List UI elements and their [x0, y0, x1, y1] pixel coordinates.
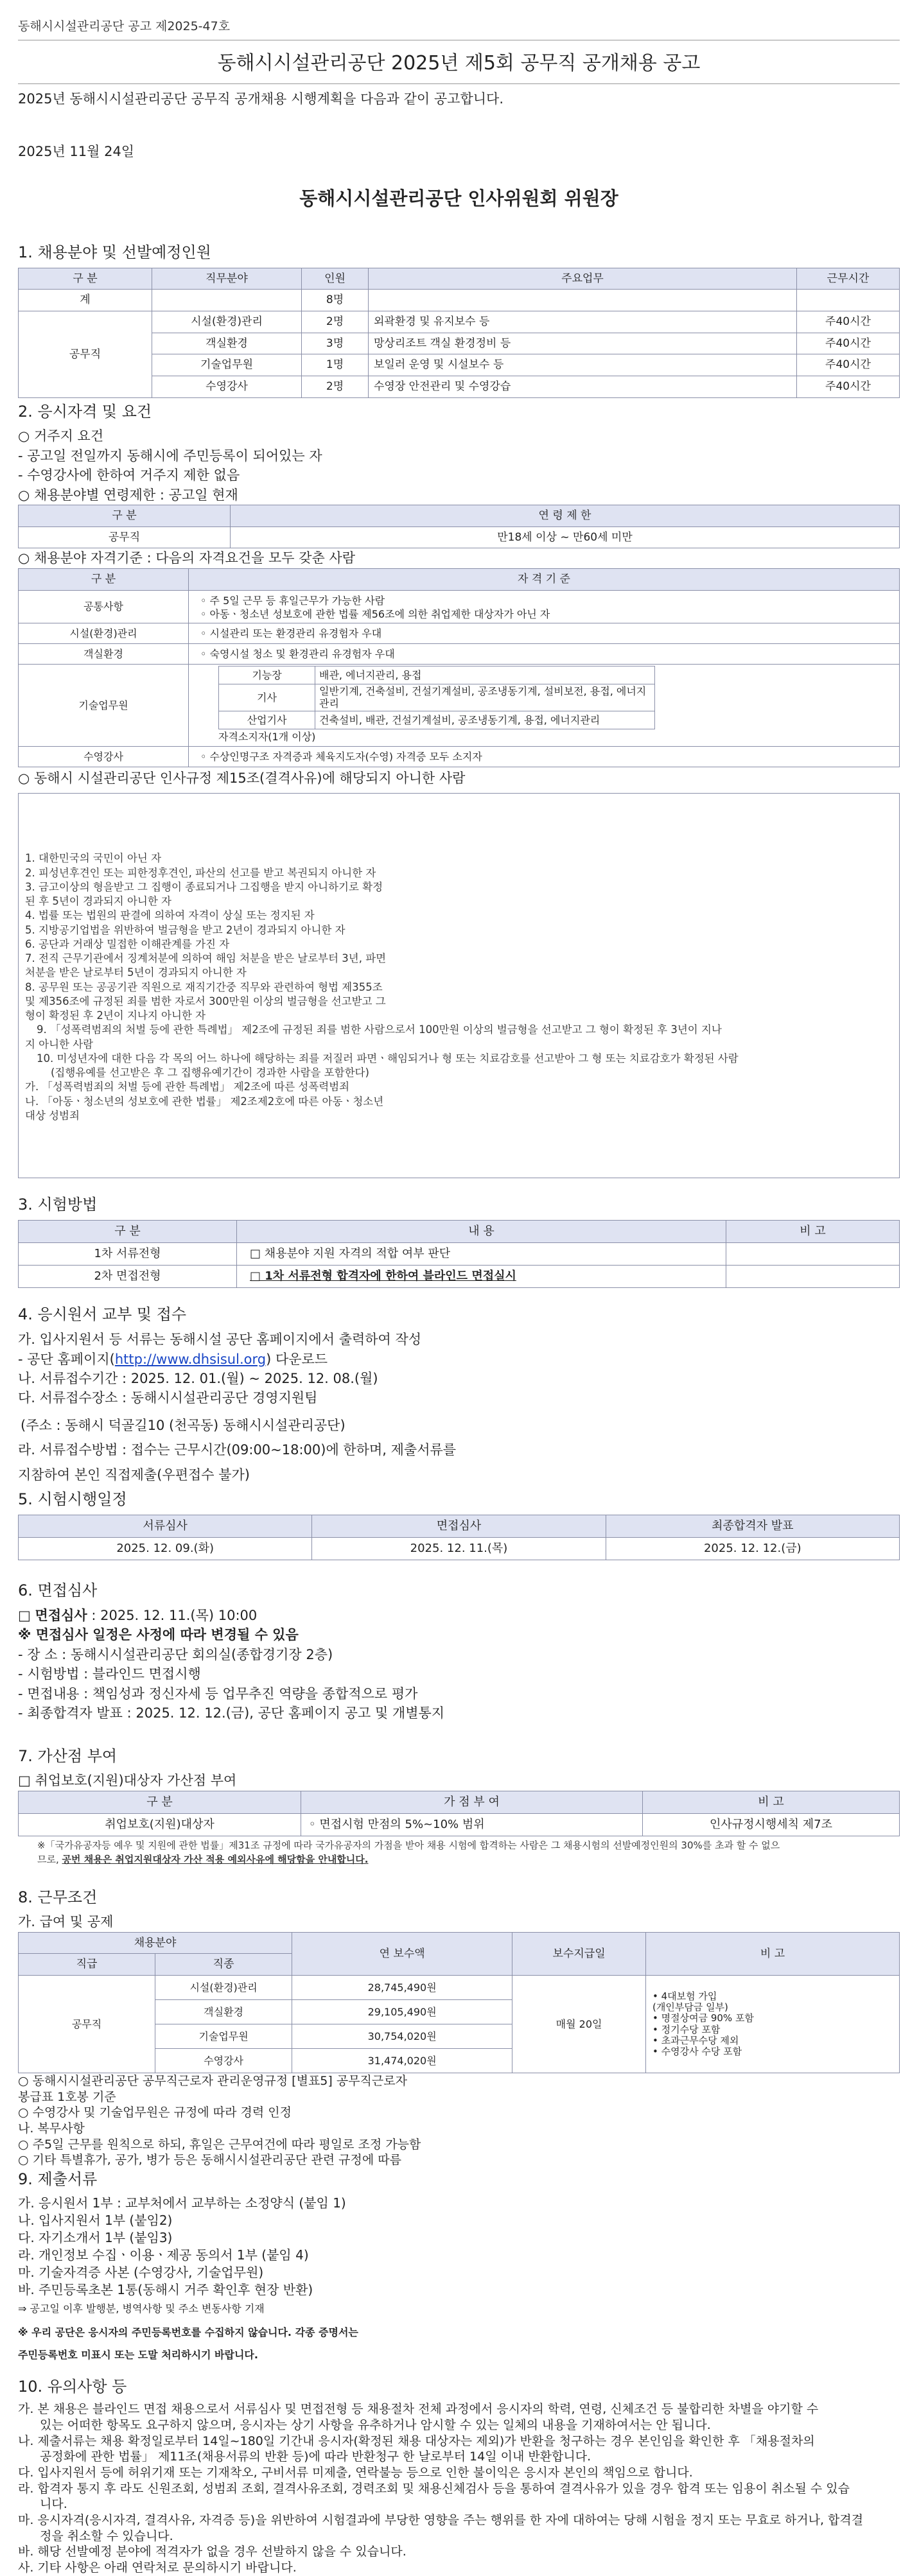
table-cell: 수영강사 [19, 746, 189, 767]
table-row [19, 665, 900, 746]
qualification-table [18, 568, 900, 767]
bonus-note-emphasis: 공번 채용은 취업지원대상자 가산 적용 예외사유에 해당함을 안내합니다. [62, 1853, 369, 1865]
salary-subtitle: 가. 급여 및 공제 [18, 1914, 114, 1930]
table-cell [797, 290, 900, 311]
list-item: • 수영강사 수당 포함 [652, 2046, 742, 2058]
table-cell: 2025. 12. 09.(화) [19, 1538, 312, 1560]
list-item: 1. 대한민국의 국민이 아닌 자 [25, 852, 162, 865]
table-header: 가 점 부 여 [301, 1791, 643, 1813]
table-cell: ◦ 면접시험 만점의 5%~10% 범위 [301, 1813, 643, 1836]
application-line: 지참하여 본인 직접제출(우편접수 불가) [18, 1466, 250, 1483]
application-line: 가. 입사지원서 등 서류는 동해시설 공단 홈페이지에서 출력하여 작성 [18, 1332, 422, 1348]
table-cell: 배관, 에너지관리, 용접 [315, 666, 655, 684]
table-header: 직무분야 [152, 268, 302, 290]
table-cell: 기술업무원 [152, 354, 302, 376]
table-cell [152, 290, 302, 311]
table-header: 비 고 [646, 1932, 900, 1975]
interview-line: - 장 소 : 동해시시설관리공단 회의실(종합경기장 2층) [18, 1646, 333, 1662]
table-cell: 외곽환경 및 유지보수 등 [369, 311, 797, 333]
table-row [219, 666, 655, 684]
list-item: 라. 개인정보 수집ㆍ이용ㆍ제공 동의서 1부 (붙임 4) [18, 2247, 309, 2263]
table-cell: 2명 [302, 311, 369, 333]
list-item: 공정화에 관한 법률」 제11조(채용서류의 반환 등)에 따라 반환청구 한 날로부터 14일 이내 반환합니다. [40, 2450, 591, 2464]
list-item: 가. 응시원서 1부 : 교부처에서 교부하는 소정양식 (붙임 1) [18, 2195, 346, 2211]
list-item: 정을 취소할 수 있습니다. [40, 2528, 173, 2543]
table-cell: 주40시간 [797, 376, 900, 397]
table-row [19, 644, 900, 665]
section-8-title: 8. 근무조건 [18, 1888, 98, 1906]
table-cell: 망상리조트 객실 환경정비 등 [369, 333, 797, 354]
privacy-warning: ※ 우리 공단은 응시자의 주민등록번호를 수집하지 않습니다. 각종 증명서는 [18, 2326, 358, 2339]
table-cell: 2차 면접전형 [19, 1266, 237, 1288]
table-header: 비 고 [726, 1221, 900, 1243]
table-cell: 28,745,490원 [292, 1976, 512, 2000]
table-cell [189, 665, 900, 746]
residence-title: ○ 거주지 요건 [18, 426, 900, 446]
table-cell: 취업보호(지원)대상자 [19, 1813, 301, 1836]
table-row [219, 684, 655, 711]
table-cell: 인사규정시행세칙 제7조 [643, 1813, 900, 1836]
table-cell: 공통사항 [19, 590, 189, 623]
table-header: 연 령 제 한 [231, 505, 900, 527]
disqualification-title: ○ 동해시 시설관리공단 인사규정 제15조(결격사유)에 해당되지 아니한 사람 [18, 769, 900, 788]
table-cell [189, 590, 900, 623]
table-cell: 일반기계, 건축설비, 건설기계설비, 공조냉동기계, 설비보전, 용접, 에너지관리 [315, 684, 655, 711]
table-header: 비 고 [643, 1791, 900, 1813]
list-item: 6. 공단과 거래상 밀접한 이해관계를 가진 자 [25, 937, 230, 950]
age-title: ○ 채용분야별 연령제한 : 공고일 현재 [18, 485, 900, 505]
documents-list [18, 2195, 900, 2299]
list-item: 및 제356조에 규정된 죄를 범한 자로서 300만원 이상의 벌금형을 선고받고 그 [25, 995, 386, 1007]
list-item: 마. 응시자격(응시자격, 결격사유, 자격증 등)을 위반하여 시험결과에 부당한 영향을 주는 행위를 한 자에 대하여는 당해 시험을 정지 또는 무효로 하거나, 합격결 [18, 2513, 864, 2528]
table-row [19, 311, 900, 333]
table-cell: 8명 [302, 290, 369, 311]
list-item: 2. 피성년후견인 또는 피한정후견인, 파산의 선고를 받고 복권되지 아니한 자 [25, 866, 376, 879]
application-line: 라. 서류접수방법 : 접수는 근무시간(09:00~18:00)에 한하며, 제출서류를 [18, 1442, 457, 1458]
schedule-table [18, 1515, 900, 1560]
table-row [19, 527, 900, 548]
table-row [19, 746, 900, 767]
table-cell: 계 [19, 290, 152, 311]
table-row [19, 1243, 900, 1266]
section-9-title: 9. 제출서류 [18, 2170, 98, 2189]
table-cell: 수영강사 [152, 376, 302, 397]
privacy-warning: 주민등록번호 미표시 또는 도말 처리하시기 바랍니다. [18, 2349, 258, 2362]
interview-time: : 2025. 12. 11.(목) 10:00 [87, 1607, 258, 1623]
table-cell: 기사 [219, 684, 315, 711]
table-cell: 시설(환경)관리 [152, 311, 302, 333]
table-cell: 기능장 [219, 666, 315, 684]
condition-line: 나. 복무사항 [18, 2121, 85, 2136]
table-row [19, 1976, 900, 2000]
table-cell: 주40시간 [797, 311, 900, 333]
table-header: 채용분야 [19, 1932, 292, 1954]
table-header: 주요업무 [369, 268, 797, 290]
list-item: 바. 주민등록초본 1통(동해시 거주 확인후 현장 반환) [18, 2281, 313, 2297]
table-cell: 2명 [302, 376, 369, 397]
table-row [19, 1266, 900, 1288]
condition-line: ○ 동해시시설관리공단 공무직근로자 관리운영규정 [별표5] 공무직근로자 [18, 2073, 900, 2089]
age-table [18, 505, 900, 548]
application-text: - 공단 홈페이지( [18, 1351, 115, 1367]
list-item: 다. 입사지원서 등에 허위기재 또는 기재착오, 구비서류 미제출, 연락불능 등으로 인한 불이익은 응시자 본인의 책임으로 합니다. [18, 2466, 693, 2480]
table-cell: 시설(환경)관리 [19, 623, 189, 643]
salary-table [18, 1932, 900, 2073]
homepage-link[interactable]: http://www.dhsisul.org [114, 1351, 267, 1367]
list-item: (집행유예를 선고받은 후 그 집행유예기간이 경과한 사람을 포함한다) [51, 1066, 369, 1079]
list-item: 4. 법률 또는 법원의 판결에 의하여 자격이 상실 또는 정지된 자 [25, 909, 315, 922]
list-item: (개인부담금 일부) [652, 2001, 728, 2014]
table-cell: 2025. 12. 12.(금) [606, 1538, 899, 1560]
section-2-title: 2. 응시자격 및 요건 [18, 402, 152, 421]
table-header: 구 분 [19, 1791, 301, 1813]
bonus-table [18, 1791, 900, 1836]
table-header: 근무시간 [797, 268, 900, 290]
list-item: 나. 「아동ㆍ청소년의 성보호에 관한 법률」 제2조제2호에 따른 아동ㆍ청소년 [25, 1095, 384, 1108]
list-item: 3. 금고이상의 형을받고 그 집행이 종료되거나 그집행을 받지 아니하기로 확정 [25, 880, 383, 893]
table-cell: 3명 [302, 333, 369, 354]
list-item: 8. 공무원 또는 공공기관 직원으로 재직기간중 직무와 관련하여 형법 제355조 [25, 980, 383, 993]
table-cell: 객실환경 [155, 2000, 292, 2024]
table-cell: 건축설비, 배관, 건설기계설비, 공조냉동기계, 용접, 에너지관리 [315, 711, 655, 729]
table-header: 연 보수액 [292, 1932, 512, 1975]
list-item: 가. 본 채용은 블라인드 면접 채용으로서 서류심사 및 면접전형 등 채용절차 전체 과정에서 응시자의 학력, 연령, 신체조건 등 불합리한 차별을 야기할 수 [18, 2402, 819, 2417]
table-cell: 공무직 [19, 311, 152, 398]
table-header: 서류심사 [19, 1515, 312, 1537]
table-header: 구 분 [19, 568, 189, 590]
list-item: 마. 기술자격증 사본 (수영강사, 기술업무원) [18, 2264, 264, 2280]
table-header: 인원 [302, 268, 369, 290]
bonus-note: ※「국가유공자등 예우 및 지원에 관한 법률」제31조 규정에 따라 국가유공자의 가점을 받아 채용 시험에 합격하는 사람은 그 채용시험의 선발예정인원의 30%를 초과 할 수 없으 [37, 1840, 780, 1851]
table-header: 구 분 [19, 268, 152, 290]
table-cell: 기술업무원 [19, 665, 189, 746]
condition-line: ○ 기타 특별휴가, 공가, 병가 등은 동해시시설관리공단 관련 규정에 따름 [18, 2152, 900, 2168]
table-row [219, 711, 655, 729]
list-item: 나. 제출서류는 채용 확정일로부터 14일~180일 기간내 응시자(확정된 채용 대상자는 제외)가 반환을 청구하는 경우 본인임을 확인한 후 「채용절차의 [18, 2433, 815, 2448]
table-header: 구 분 [19, 505, 231, 527]
table-cell: 매월 20일 [512, 1976, 646, 2073]
table-header: 직급 [19, 1954, 155, 1976]
list-item: 나. 입사지원서 1부 (붙임2) [18, 2212, 173, 2228]
list-item: • 명절상여금 90% 포함 [652, 2012, 754, 2024]
condition-line: ○ 주5일 근무를 원칙으로 하되, 휴일은 근무여건에 따라 평일로 조정 가능함 [18, 2137, 900, 2153]
application-line: 다. 서류접수장소 : 동해시시설관리공단 경영지원팀 [18, 1390, 318, 1406]
qualification-title: ○ 채용분야 자격기준 : 다음의 자격요건을 모두 갖춘 사람 [18, 548, 900, 568]
table-cell: 공무직 [19, 1976, 155, 2073]
tech-note: 자격소지자(1개 이상) [218, 731, 316, 744]
document-number: 동해시시설관리공단 공고 제2025-47호 [18, 18, 900, 40]
table-cell [369, 290, 797, 311]
table-cell [726, 1266, 900, 1288]
qualification-line: ◦ 주 5일 근무 등 휴일근무가 가능한 사람 [200, 594, 385, 607]
application-line: (주소 : 동해시 덕골길10 (천곡동) 동해시시설관리공단) [21, 1417, 346, 1433]
list-item: • 초과근무수당 제외 [652, 2034, 739, 2046]
table-header: 직종 [155, 1954, 292, 1976]
table-row [19, 1538, 900, 1560]
table-row [19, 590, 900, 623]
section-1-title: 1. 채용분야 및 선발예정인원 [18, 243, 211, 261]
table-cell: □ 1차 서류전형 합격자에 한하여 블라인드 면접실시 [237, 1266, 726, 1288]
table-cell: 30,754,020원 [292, 2024, 512, 2049]
table-cell: 수영장 안전관리 및 수영강습 [369, 376, 797, 397]
list-item: 형이 확정된 후 2년이 지나지 아니한 자 [25, 1009, 206, 1022]
table-cell: 만18세 이상 ~ 만60세 미만 [231, 527, 900, 548]
qualification-line: ◦ 아동ㆍ청소년 성보호에 관한 법률 제56조에 의한 취업제한 대상자가 아닌 자 [200, 607, 550, 620]
table-cell: 산업기사 [219, 711, 315, 729]
intro-text: 2025년 동해시시설관리공단 공무직 공개채용 시행계획을 다음과 같이 공고합니다. [18, 91, 503, 107]
table-header: 내 용 [237, 1221, 726, 1243]
table-cell: 2025. 12. 11.(목) [312, 1538, 606, 1560]
table-cell: 주40시간 [797, 354, 900, 376]
table-row [19, 623, 900, 643]
list-item: 바. 해당 선발예정 분야에 적격자가 없을 경우 선발하지 않을 수 있습니다. [18, 2545, 407, 2559]
table-cell: 1차 서류전형 [19, 1243, 237, 1266]
list-item: 다. 자기소개서 1부 (붙임3) [18, 2229, 173, 2245]
interview-line [18, 1606, 900, 1625]
list-item: 가. 「성폭력범죄의 처벌 등에 관한 특례법」 제2조에 따른 성폭력범죄 [25, 1081, 350, 1093]
table-cell: 31,474,020원 [292, 2049, 512, 2073]
disqualification-box [18, 793, 900, 1178]
residence-line: - 수영강사에 한하여 거주지 제한 없음 [18, 467, 240, 483]
condition-line: 봉급표 1호봉 기준 [18, 2089, 116, 2104]
section-5-title: 5. 시험시행일정 [18, 1490, 127, 1509]
list-item: • 4대보험 가입 [652, 1990, 717, 2002]
bonus-subtitle: □ 취업보호(지원)대상자 가산점 부여 [18, 1771, 900, 1790]
list-item: 지 아니한 사람 [25, 1038, 94, 1050]
application-line: 나. 서류접수기간 : 2025. 12. 01.(월) ~ 2025. 12. 08.(월) [18, 1370, 378, 1386]
list-item: 대상 성범죄 [25, 1110, 80, 1122]
table-cell: 보일러 운영 및 시설보수 등 [369, 354, 797, 376]
condition-line: ○ 수영강사 및 기술업무원은 규정에 따라 경력 인정 [18, 2105, 900, 2121]
section-6-title: 6. 면접심사 [18, 1581, 98, 1600]
interview-label: 면접심사 [35, 1607, 87, 1623]
tech-license-table [218, 666, 655, 729]
table-cell [726, 1243, 900, 1266]
application-line [18, 1350, 900, 1369]
table-cell: 공무직 [19, 527, 231, 548]
list-item: 된 후 5년이 경과되지 아니한 자 [25, 895, 171, 908]
list-item: 처분을 받은 날로부터 5년이 경과되지 아니한 자 [25, 966, 247, 979]
list-item: 5. 지방공기업법을 위반하여 벌금형을 받고 2년이 경과되지 아니한 자 [25, 923, 346, 936]
list-item: 있는 어떠한 항목도 요구하지 않으며, 응시자는 상기 사항을 유추하거나 암시할 수 있는 일체의 내용을 기재하여서는 안 됩니다. [40, 2417, 711, 2432]
table-cell: 1명 [302, 354, 369, 376]
list-item: 9. 「성폭력범죄의 처벌 등에 관한 특례법」 제2조에 규정된 죄를 범한 사람으로서 100만원 이상의 벌금형을 선고받고 그 형이 확정된 후 3년이 지나 [37, 1023, 722, 1036]
table-cell: □ 채용분야 지원 자격의 적합 여부 판단 [237, 1243, 726, 1266]
table-header: 최종합격자 발표 [606, 1515, 899, 1537]
table-header: 자 격 기 준 [189, 568, 900, 590]
residence-line: - 공고일 전일까지 동해시에 주민등록이 되어있는 자 [18, 448, 322, 464]
exam-method-table [18, 1220, 900, 1288]
table-row [19, 290, 900, 311]
documents-note: ⇒ 공고일 이후 발행분, 병역사항 및 주소 변동사항 기재 [18, 2302, 265, 2315]
table-cell: 객실환경 [19, 644, 189, 665]
recruitment-table [18, 268, 900, 398]
section-4-title: 4. 응시원서 교부 및 접수 [18, 1305, 187, 1324]
salary-notes [646, 1976, 900, 2073]
table-cell: ◦ 숙영시설 청소 및 환경관리 유경험자 우대 [189, 644, 900, 665]
page-title: 동해시시설관리공단 2025년 제5회 공무직 공개채용 공고 [217, 51, 701, 74]
bonus-note-text: 므로, [37, 1853, 62, 1865]
list-item: 7. 전직 근무기관에서 징계처분에 의하여 해임 처분을 받은 날로부터 3년, 파면 [25, 952, 387, 965]
divider [18, 83, 900, 84]
table-cell: 수영강사 [155, 2049, 292, 2073]
signer: 동해시시설관리공단 인사위원회 위원장 [299, 187, 618, 209]
notes-list [18, 2401, 900, 2576]
interview-line: - 시험방법 : 블라인드 면접시행 [18, 1666, 201, 1682]
interview-line: - 최종합격자 발표 : 2025. 12. 12.(금), 공단 홈페이지 공고 및 개별통지 [18, 1705, 445, 1721]
application-text: ) 다운로드 [266, 1351, 328, 1367]
table-header: 보수지급일 [512, 1932, 646, 1975]
table-cell: 29,105,490원 [292, 2000, 512, 2024]
table-cell: ◦ 시설관리 또는 환경관리 유경험자 우대 [189, 623, 900, 643]
list-item: 10. 미성년자에 대한 다음 각 목의 어느 하나에 해당하는 죄를 저질러 파면ㆍ해임되거나 형 또는 치료감호를 선고받아 그 형 또는 치료감호가 확정된 사람 [37, 1052, 739, 1065]
table-cell: 시설(환경)관리 [155, 1976, 292, 2000]
table-row [19, 1813, 900, 1836]
table-cell: 기술업무원 [155, 2024, 292, 2049]
list-item: • 정기수당 포함 [652, 2023, 721, 2035]
list-item: 라. 합격자 통지 후 라도 신원조회, 성범죄 조회, 결격사유조회, 경력조회 및 채용신체검사 등을 통하여 결격사유가 있을 경우 합격 또는 임용이 취소될 수 있습 [18, 2481, 850, 2496]
section-10-title: 10. 유의사항 등 [18, 2377, 127, 2396]
list-item: 니다. [40, 2497, 67, 2512]
table-cell: ◦ 수상인명구조 자격증과 체육지도자(수영) 자격증 모두 소지자 [189, 746, 900, 767]
table-cell: 주40시간 [797, 333, 900, 354]
interview-line: - 면접내용 : 책임성과 정신자세 등 업무추진 역량을 종합적으로 평가 [18, 1685, 418, 1701]
announcement-date: 2025년 11월 24일 [18, 144, 135, 160]
bonus-note [18, 1853, 900, 1867]
list-item: 사. 기타 사항은 아래 연락처로 문의하시기 바랍니다. [18, 2561, 297, 2575]
table-cell: 객실환경 [152, 333, 302, 354]
table-header: 면접심사 [312, 1515, 606, 1537]
table-header: 구 분 [19, 1221, 237, 1243]
section-7-title: 7. 가산점 부여 [18, 1746, 118, 1765]
interview-notice: ※ 면접심사 일정은 사정에 따라 변경될 수 있음 [18, 1627, 299, 1643]
section-3-title: 3. 시험방법 [18, 1196, 98, 1214]
